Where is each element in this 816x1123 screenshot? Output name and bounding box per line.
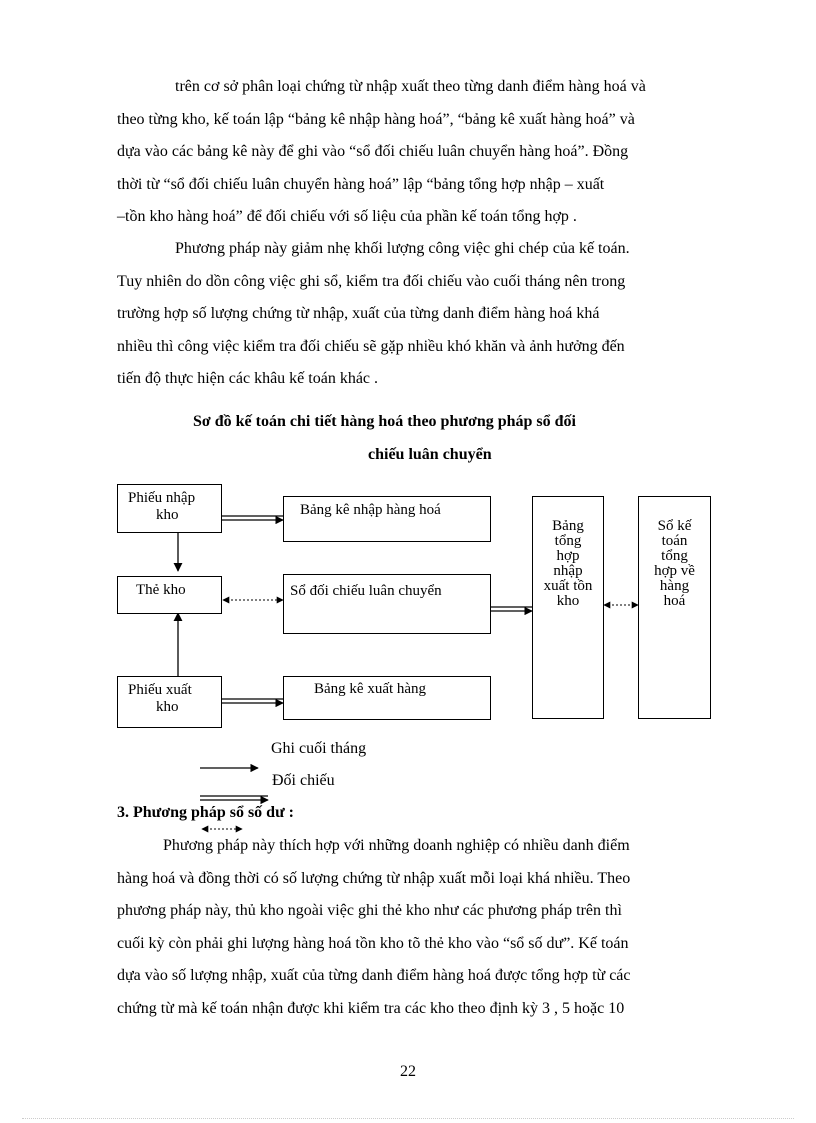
text-line: tiến độ thực hiện các khâu kế toán khác . xyxy=(117,370,379,387)
text-line: dựa vào số lượng nhập, xuất của từng danh điểm hàng hoá được tổng hợp từ các xyxy=(117,967,631,984)
box-bang-ke-nhap xyxy=(283,496,491,542)
box-bang-ke-xuat xyxy=(283,676,491,720)
box-label: hợp về xyxy=(654,563,695,579)
box-label: kho xyxy=(156,507,179,523)
box-so-ke-toan-tong-hop xyxy=(638,496,711,719)
box-phieu-nhap-kho xyxy=(117,484,222,533)
legend-daily: Ghi hàng ngày xyxy=(271,712,366,729)
box-label: Sổ đối chiếu luân chuyển xyxy=(290,583,442,599)
box-the-kho xyxy=(117,576,222,614)
text-line: thời từ “sổ đối chiếu luân chuyển hàng hoá” lập “bảng tổng hợp nhập – xuất xyxy=(117,175,605,193)
text-line: hàng hoá và đồng thời có số lượng chứng từ nhập xuất mỗi loại khá nhiều. Theo xyxy=(117,869,631,887)
diagram-title-line-2: chiếu luân chuyển xyxy=(368,446,492,463)
box-label: Thẻ kho xyxy=(136,582,186,598)
box-label: hàng xyxy=(659,578,690,594)
box-label: toán xyxy=(661,533,688,549)
text-line: trên cơ sở phân loại chứng từ nhập xuất theo từng danh điểm hàng hoá và xyxy=(175,78,646,95)
text-line: –tồn kho hàng hoá” để đối chiếu với số liệu của phần kế toán tổng hợp . xyxy=(117,208,577,225)
box-label: Bảng kê nhập hàng hoá xyxy=(300,502,441,518)
text-line: trường hợp số lượng chứng từ nhập, xuất của từng danh điểm hàng hoá khá xyxy=(117,305,600,322)
text-line: dựa vào các bảng kê này để ghi vào “sổ đối chiếu luân chuyển hàng hoá”. Đồng xyxy=(117,143,629,160)
legend-month-end: Ghi cuối tháng xyxy=(271,740,367,757)
section-3-body xyxy=(117,830,739,1025)
section-3-heading: 3. Phương pháp sổ số dư : xyxy=(117,804,295,821)
legend-reconcile: Đối chiếu xyxy=(272,772,335,789)
text-line: phương pháp này, thủ kho ngoài việc ghi thẻ kho như các phương pháp trên thì xyxy=(117,902,622,919)
text-line: Tuy nhiên do dồn công việc ghi sổ, kiểm tra đối chiếu vào cuối tháng nên trong xyxy=(117,272,626,290)
diagram-title-line-1: Sơ đồ kế toán chi tiết hàng hoá theo phương pháp sổ đối xyxy=(193,413,576,430)
box-label: Phiếu nhập xyxy=(128,490,196,506)
box-label: Sổ kế xyxy=(657,518,692,534)
box-label: Bảng xyxy=(552,518,584,534)
box-phieu-xuat-kho xyxy=(117,676,222,728)
box-label: nhập xyxy=(553,563,583,579)
page-number: 22 xyxy=(400,1063,416,1080)
box-label: kho xyxy=(156,699,179,715)
box-label: kho xyxy=(556,593,580,609)
box-label: Bảng kê xuất hàng xyxy=(314,681,427,697)
text-line: theo từng kho, kế toán lập “bảng kê nhập hàng hoá”, “bảng kê xuất hàng hoá” và xyxy=(117,110,635,128)
text-line: Phương pháp này thích hợp với những doanh nghiệp có nhiều danh điểm xyxy=(163,837,630,854)
footer-divider xyxy=(22,1118,794,1119)
text-line: cuối kỳ còn phải ghi lượng hàng hoá tồn kho tõ thẻ kho vào “sổ số dư”. Kế toán xyxy=(117,934,629,952)
text-line: nhiều thì công việc kiểm tra đối chiếu sẽ gặp nhiều khó khăn và ảnh hưởng đến xyxy=(117,337,625,355)
box-label: tổng xyxy=(554,533,582,549)
box-so-doi-chieu-luan-chuyen xyxy=(283,574,491,634)
box-label: hợp xyxy=(556,548,580,564)
box-label: hoá xyxy=(663,593,686,609)
text-line: chứng từ mà kế toán nhận được khi kiểm tra các kho theo định kỳ 3 , 5 hoặc 10 xyxy=(117,999,625,1017)
text-line: Phương pháp này giảm nhẹ khối lượng công việc ghi chép của kế toán. xyxy=(175,240,630,257)
box-label: xuất tồn xyxy=(543,578,593,594)
box-label: Phiếu xuất xyxy=(128,682,192,698)
box-bang-tong-hop-nhap-xuat-ton-kho xyxy=(532,496,604,719)
box-label: tổng xyxy=(661,548,688,564)
